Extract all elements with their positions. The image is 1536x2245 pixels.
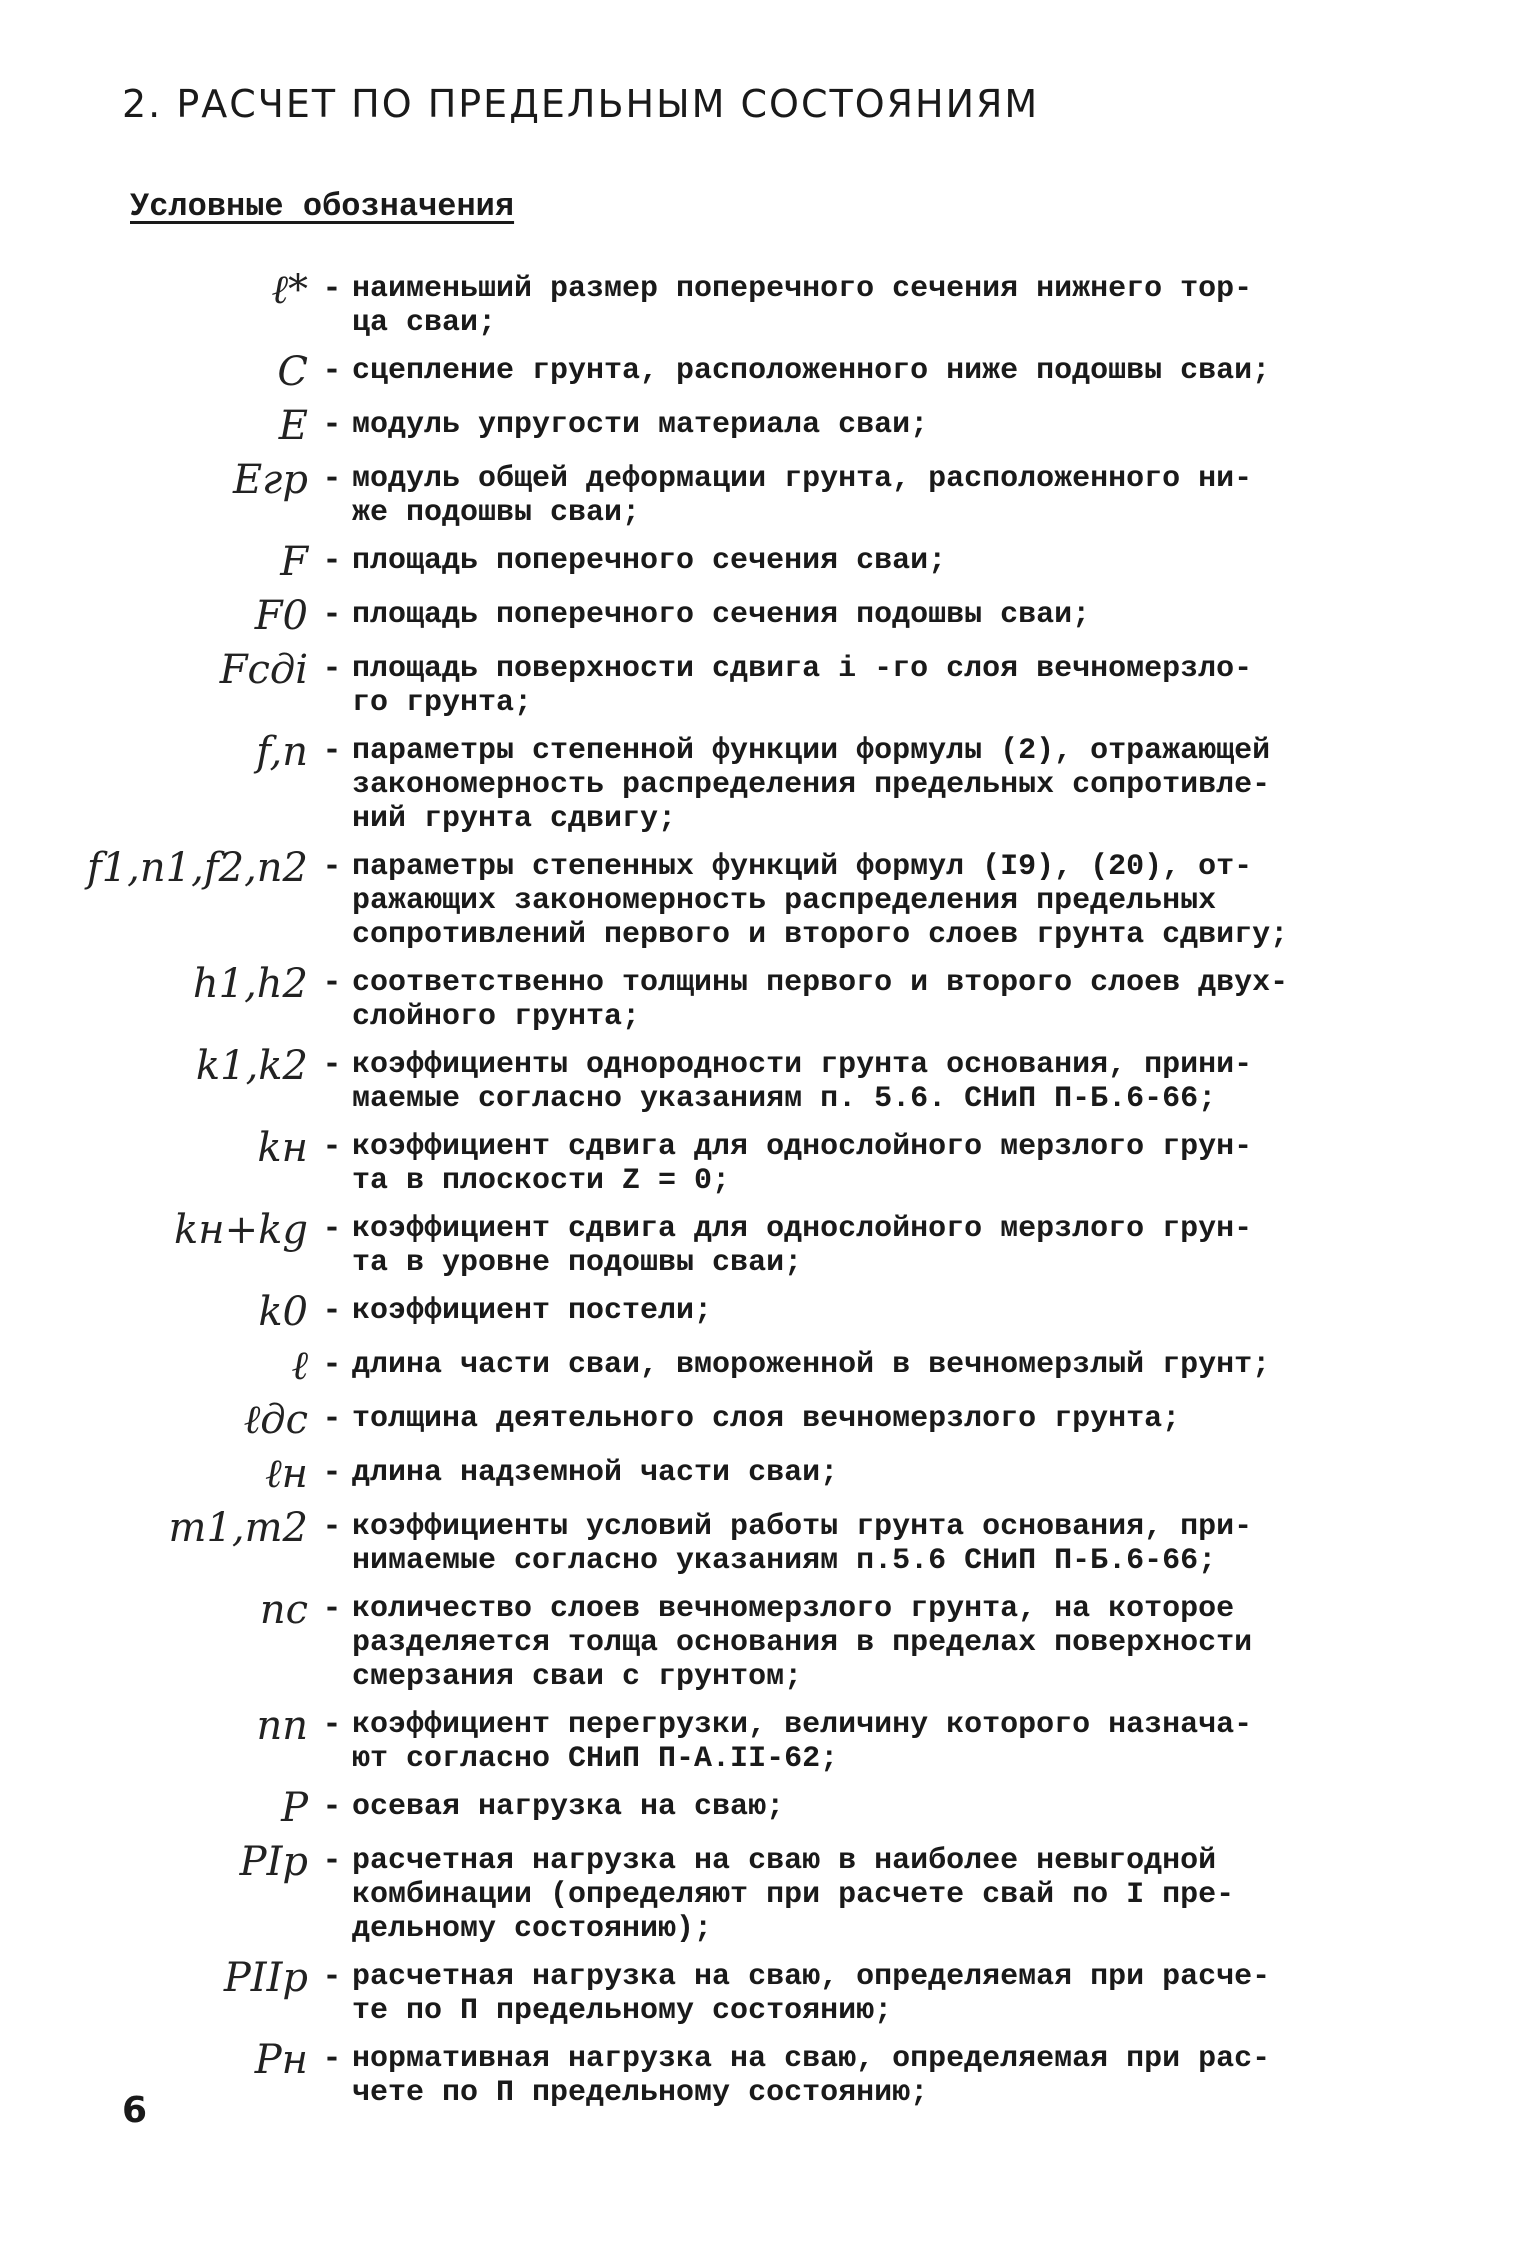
definition-text: коэффициент сдвига для однослойного мерзлого грун- та в плоскости Z = 0;	[352, 1130, 1253, 1198]
definition-dash: -	[322, 1454, 342, 1491]
definition-item	[0, 1044, 1536, 1116]
definition-symbol: P	[281, 1785, 308, 1831]
definition-text: коэффициент постели;	[352, 1294, 713, 1328]
definition-text: параметры степенной функции формулы (2), отражающей закономерность распределения предельных сопротивле- ний грунта сдвигу;	[352, 734, 1271, 836]
definition-text: расчетная нагрузка на сваю в наиболее невыгодной комбинации (определяют при расчете свай по I пре- дельному состоянию);	[352, 1844, 1235, 1946]
definition-item	[0, 2038, 1536, 2110]
definition-text: сцепление грунта, расположенного ниже подошвы сваи;	[352, 354, 1271, 388]
definition-symbol: k1,k2	[195, 1043, 308, 1089]
definition-text: коэффициент перегрузки, величину которого назнача- ют согласно СНиП П-А.II-62;	[352, 1708, 1253, 1776]
definition-symbol: h1,h2	[192, 961, 308, 1007]
definition-item	[0, 1452, 1536, 1496]
definition-symbol: kн+kg	[174, 1207, 308, 1253]
definition-text: осевая нагрузка на сваю;	[352, 1790, 785, 1824]
definition-text: расчетная нагрузка на сваю, определяемая при расче- те по П предельному состоянию;	[352, 1960, 1271, 2028]
definition-dash: -	[322, 1788, 342, 1825]
definition-symbol: F0	[254, 593, 308, 639]
definition-item	[0, 268, 1536, 340]
definition-symbol: C	[277, 349, 308, 395]
definition-symbol: kн	[257, 1125, 308, 1171]
definition-item	[0, 1290, 1536, 1334]
page-number: 6	[122, 2090, 148, 2131]
definition-dash: -	[322, 1292, 342, 1329]
definition-text: коэффициенты однородности грунта основания, прини- маемые согласно указаниям п. 5.6. СНиП П-Б.6-66;	[352, 1048, 1253, 1116]
definition-dash: -	[322, 964, 342, 1001]
definition-item	[0, 1588, 1536, 1694]
definition-symbol: nп	[256, 1703, 308, 1749]
definition-text: нормативная нагрузка на сваю, определяемая при рас- чете по П предельному состоянию;	[352, 2042, 1271, 2110]
definition-dash: -	[322, 1128, 342, 1165]
definition-symbol: ℓн	[264, 1451, 308, 1497]
definition-text: площадь поверхности сдвига i -го слоя вечномерзло- го грунта;	[352, 652, 1253, 720]
definition-text: длина надземной части сваи;	[352, 1456, 839, 1490]
definition-dash: -	[322, 1400, 342, 1437]
definition-text: длина части сваи, вмороженной в вечномерзлый грунт;	[352, 1348, 1271, 1382]
definition-dash: -	[322, 406, 342, 443]
definition-dash: -	[322, 270, 342, 307]
definition-text: количество слоев вечномерзлого грунта, на которое разделяется толща основания в пределах поверхности смерзания сваи с грунтом;	[352, 1592, 1253, 1694]
definition-item	[0, 1506, 1536, 1578]
definition-symbol: nc	[259, 1587, 308, 1633]
definition-item	[0, 594, 1536, 638]
definition-symbol: f1,n1,f2,n2	[86, 845, 308, 891]
definition-dash: -	[322, 650, 342, 687]
section-heading: Условные обозначения	[130, 188, 515, 225]
definition-symbol: Pн	[254, 2037, 308, 2083]
definition-item	[0, 540, 1536, 584]
definition-text: соответственно толщины первого и второго слоев двух- слойного грунта;	[352, 966, 1289, 1034]
page-title: 2. РАСЧЕТ ПО ПРЕДЕЛЬНЫМ СОСТОЯНИЯМ	[122, 82, 1040, 126]
definition-symbol: m1,m2	[168, 1505, 308, 1551]
definition-dash: -	[322, 352, 342, 389]
definition-text: наименьший размер поперечного сечения нижнего тор- ца сваи;	[352, 272, 1253, 340]
definition-item	[0, 1956, 1536, 2028]
definition-dash: -	[322, 2040, 342, 2077]
definition-symbol: f,n	[256, 729, 308, 775]
definition-symbol: Eгр	[232, 457, 308, 503]
definition-text: модуль общей деформации грунта, расположенного ни- же подошвы сваи;	[352, 462, 1253, 530]
definition-item	[0, 1398, 1536, 1442]
definition-dash: -	[322, 596, 342, 633]
definition-symbol: PIIp	[223, 1955, 308, 2001]
definition-symbol: F	[280, 539, 308, 585]
definition-item	[0, 648, 1536, 720]
definition-dash: -	[322, 1958, 342, 1995]
definition-text: площадь поперечного сечения сваи;	[352, 544, 947, 578]
definition-dash: -	[322, 1210, 342, 1247]
definition-dash: -	[322, 1706, 342, 1743]
definition-item	[0, 1840, 1536, 1946]
definition-dash: -	[322, 542, 342, 579]
definition-symbol: ℓдс	[243, 1397, 308, 1443]
definition-text: коэффициенты условий работы грунта основания, при- нимаемые согласно указаниям п.5.6 СНиП П-Б.6-66;	[352, 1510, 1253, 1578]
definition-symbol: E	[278, 403, 308, 449]
definition-item	[0, 350, 1536, 394]
definition-item	[0, 404, 1536, 448]
definition-dash: -	[322, 460, 342, 497]
definition-symbol: Fcдi	[219, 647, 308, 693]
definition-symbol: ℓ*	[271, 267, 308, 313]
definition-symbol: k0	[258, 1289, 308, 1335]
definition-text: коэффициент сдвига для однослойного мерзлого грун- та в уровне подошвы сваи;	[352, 1212, 1253, 1280]
definition-text: модуль упругости материала сваи;	[352, 408, 929, 442]
definition-text: толщина деятельного слоя вечномерзлого грунта;	[352, 1402, 1181, 1436]
definition-item	[0, 1126, 1536, 1198]
definition-item	[0, 1704, 1536, 1776]
definition-item	[0, 962, 1536, 1034]
definition-item	[0, 1344, 1536, 1388]
definition-symbol: ℓ	[291, 1343, 308, 1389]
definition-dash: -	[322, 1590, 342, 1627]
definition-item	[0, 1208, 1536, 1280]
definition-text: площадь поперечного сечения подошвы сваи;	[352, 598, 1091, 632]
definition-symbol: PIp	[239, 1839, 308, 1885]
definition-dash: -	[322, 1842, 342, 1879]
definition-item	[0, 730, 1536, 836]
definitions-list	[0, 268, 1536, 2120]
definition-item	[0, 458, 1536, 530]
definition-dash: -	[322, 1508, 342, 1545]
definition-dash: -	[322, 848, 342, 885]
definition-dash: -	[322, 1046, 342, 1083]
definition-item	[0, 1786, 1536, 1830]
definition-dash: -	[322, 1346, 342, 1383]
definition-text: параметры степенных функций формул (I9), (20), от- ражающих закономерность распределения предельных сопротивлений первого и второго слоев грунта сдвигу;	[352, 850, 1289, 952]
definition-dash: -	[322, 732, 342, 769]
definition-item	[0, 846, 1536, 952]
